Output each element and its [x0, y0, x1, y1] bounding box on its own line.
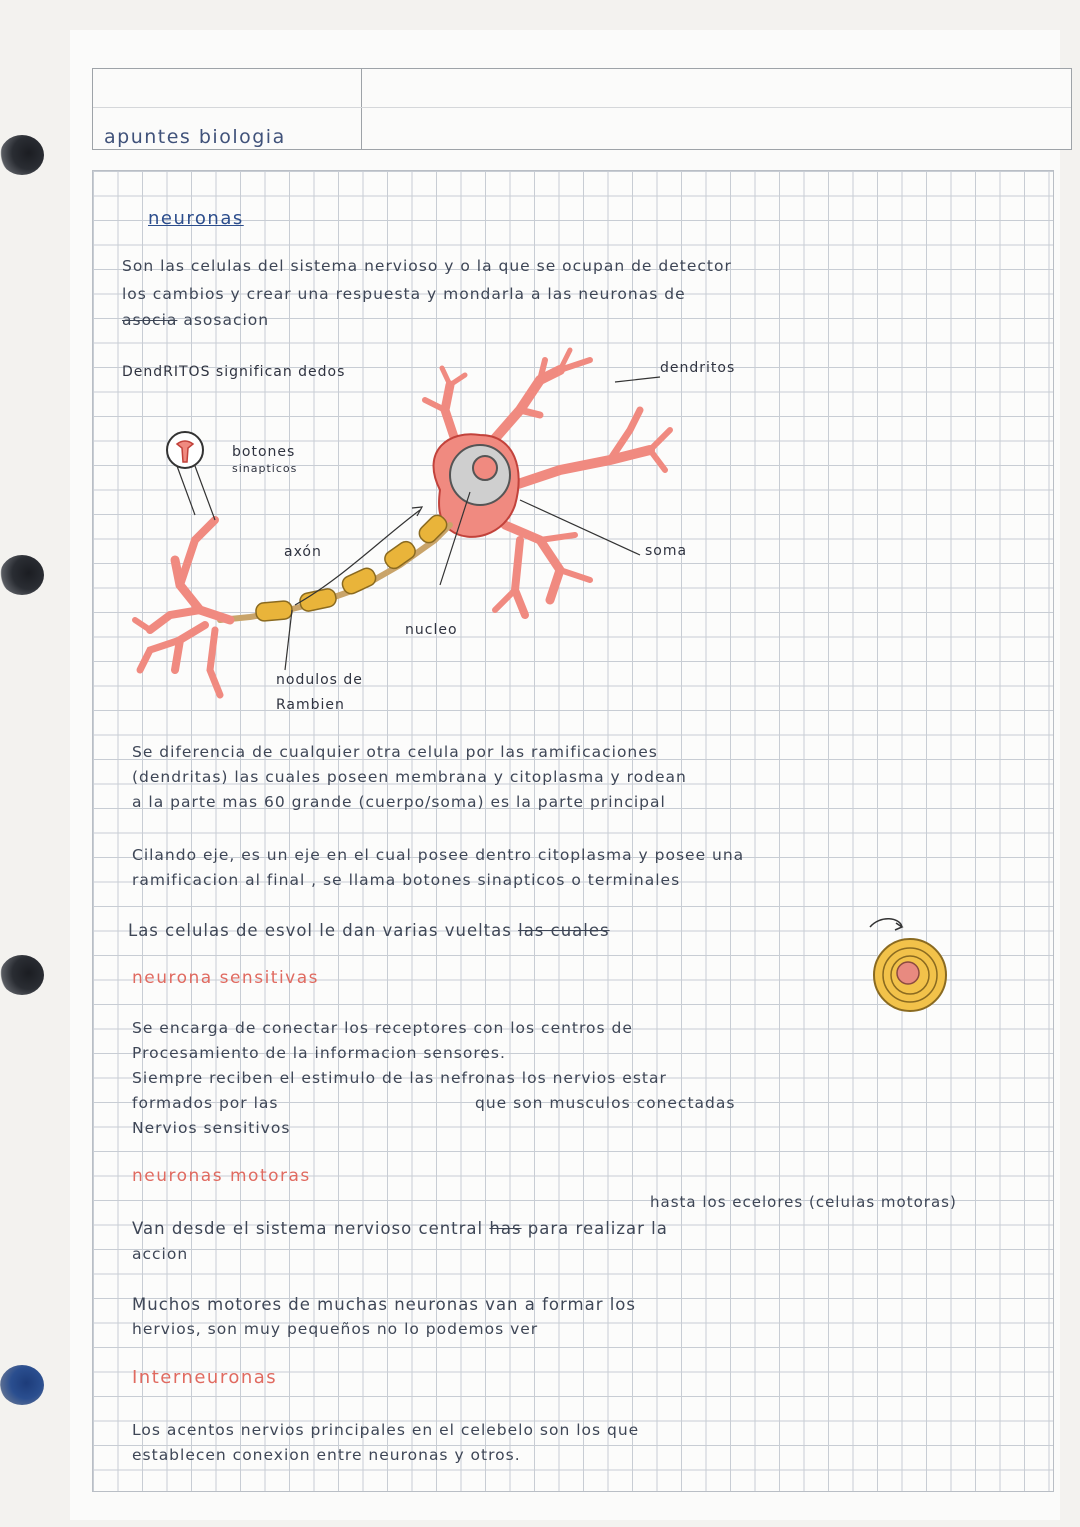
axon-terminal [175, 625, 205, 670]
label-nucleo: nucleo [405, 622, 458, 638]
dendrite [560, 570, 590, 580]
myelin-segment [382, 538, 419, 571]
text-line: Se diferencia de cualquier otra celula por las ramificaciones [132, 743, 658, 761]
text-line: Siempre reciben el estimulo de las nefronas los nervios estar [132, 1069, 667, 1087]
myelin-segment [255, 600, 292, 621]
binder-hole [0, 135, 44, 175]
axon-terminal [135, 620, 150, 630]
struck-text: asocia [122, 311, 178, 329]
dendrite [540, 535, 575, 540]
text-line: Cilando eje, es un eje en el cual posee dentro citoplasma y posee una [132, 846, 745, 864]
text-fragment: Las celulas de esvol le dan varias vueltas [128, 921, 512, 940]
binder-hole [0, 955, 44, 995]
text-line [132, 1216, 668, 1241]
text-line: Se encarga de conectar los receptores con los centros de [132, 1019, 633, 1037]
dendrite [495, 590, 515, 610]
dendrite [515, 540, 525, 615]
text-line: a la parte mas 60 grande (cuerpo/soma) es la parte principal [132, 793, 666, 811]
section-heading-interneuronas: Interneuronas [132, 1367, 278, 1388]
neuron-diagram [120, 340, 740, 720]
dendrite [500, 450, 650, 490]
text-line: ramificacion al final , se llama botones sinapticos o terminales [132, 871, 681, 889]
label-dendritos: dendritos [660, 360, 736, 376]
axon-terminal [150, 610, 200, 630]
text-fragment: asosacion [183, 311, 270, 329]
text-line: Muchos motores de muchas neuronas van a formar los [132, 1295, 636, 1314]
text-line: Son las celulas del sistema nervioso y o la que se ocupan de detector [122, 257, 732, 275]
text-line: establecen conexion entre neuronas y otros. [132, 1446, 521, 1464]
text-line: formados por las [132, 1094, 279, 1112]
dendrite [450, 375, 465, 385]
label-soma: soma [645, 543, 688, 559]
dendrite [520, 410, 540, 415]
section-heading-neuronas: neuronas [148, 208, 244, 229]
text-line: Nervios sensitivos [132, 1119, 291, 1137]
label-sinapticos: sinapticos [232, 462, 298, 475]
diagram-caption: DendRITOS significan dedos [122, 364, 346, 380]
text-fragment: Van desde el sistema nervioso central [132, 1219, 484, 1238]
struck-text: las cuales [518, 921, 610, 940]
text-line [128, 918, 610, 943]
binder-hole [0, 1365, 44, 1405]
text-line: Los acentos nervios principales en el celebelo son los que [132, 1421, 640, 1439]
text-line: que son musculos conectadas [475, 1094, 736, 1112]
label-botones: botones [232, 444, 296, 460]
dendrite [442, 368, 450, 385]
myelin-sheath-sketch [860, 905, 960, 1015]
text-line: los cambios y crear una respuesta y mondarla a las neuronas de [122, 285, 686, 303]
axon-terminal [180, 520, 215, 585]
binder-hole [0, 555, 44, 595]
label-rambien: Rambien [276, 697, 345, 713]
page-title: apuntes biologia [104, 126, 286, 148]
text-line [122, 308, 269, 333]
struck-text: has [489, 1219, 522, 1238]
text-line: Procesamiento de la informacion sensores. [132, 1044, 506, 1062]
label-nodulos: nodulos de [276, 672, 363, 688]
text-line: hervios, son muy pequeños no lo podemos ver [132, 1320, 539, 1338]
text-line: (dendritas) las cuales poseen membrana y citoplasma y rodean [132, 768, 687, 786]
axon-terminal [210, 630, 220, 695]
text-fragment: para realizar la [527, 1219, 668, 1238]
label-axon: axón [284, 544, 322, 560]
dendrite [650, 450, 665, 470]
section-heading-motoras: neuronas motoras [132, 1166, 311, 1186]
section-heading-sensitivas: neurona sensitivas [132, 968, 320, 988]
text-line: accion [132, 1245, 189, 1263]
text-insert: hasta los ecelores (celulas motoras) [650, 1193, 957, 1211]
axon [220, 525, 450, 620]
dendrite [650, 430, 670, 450]
nucleolus [473, 456, 497, 480]
